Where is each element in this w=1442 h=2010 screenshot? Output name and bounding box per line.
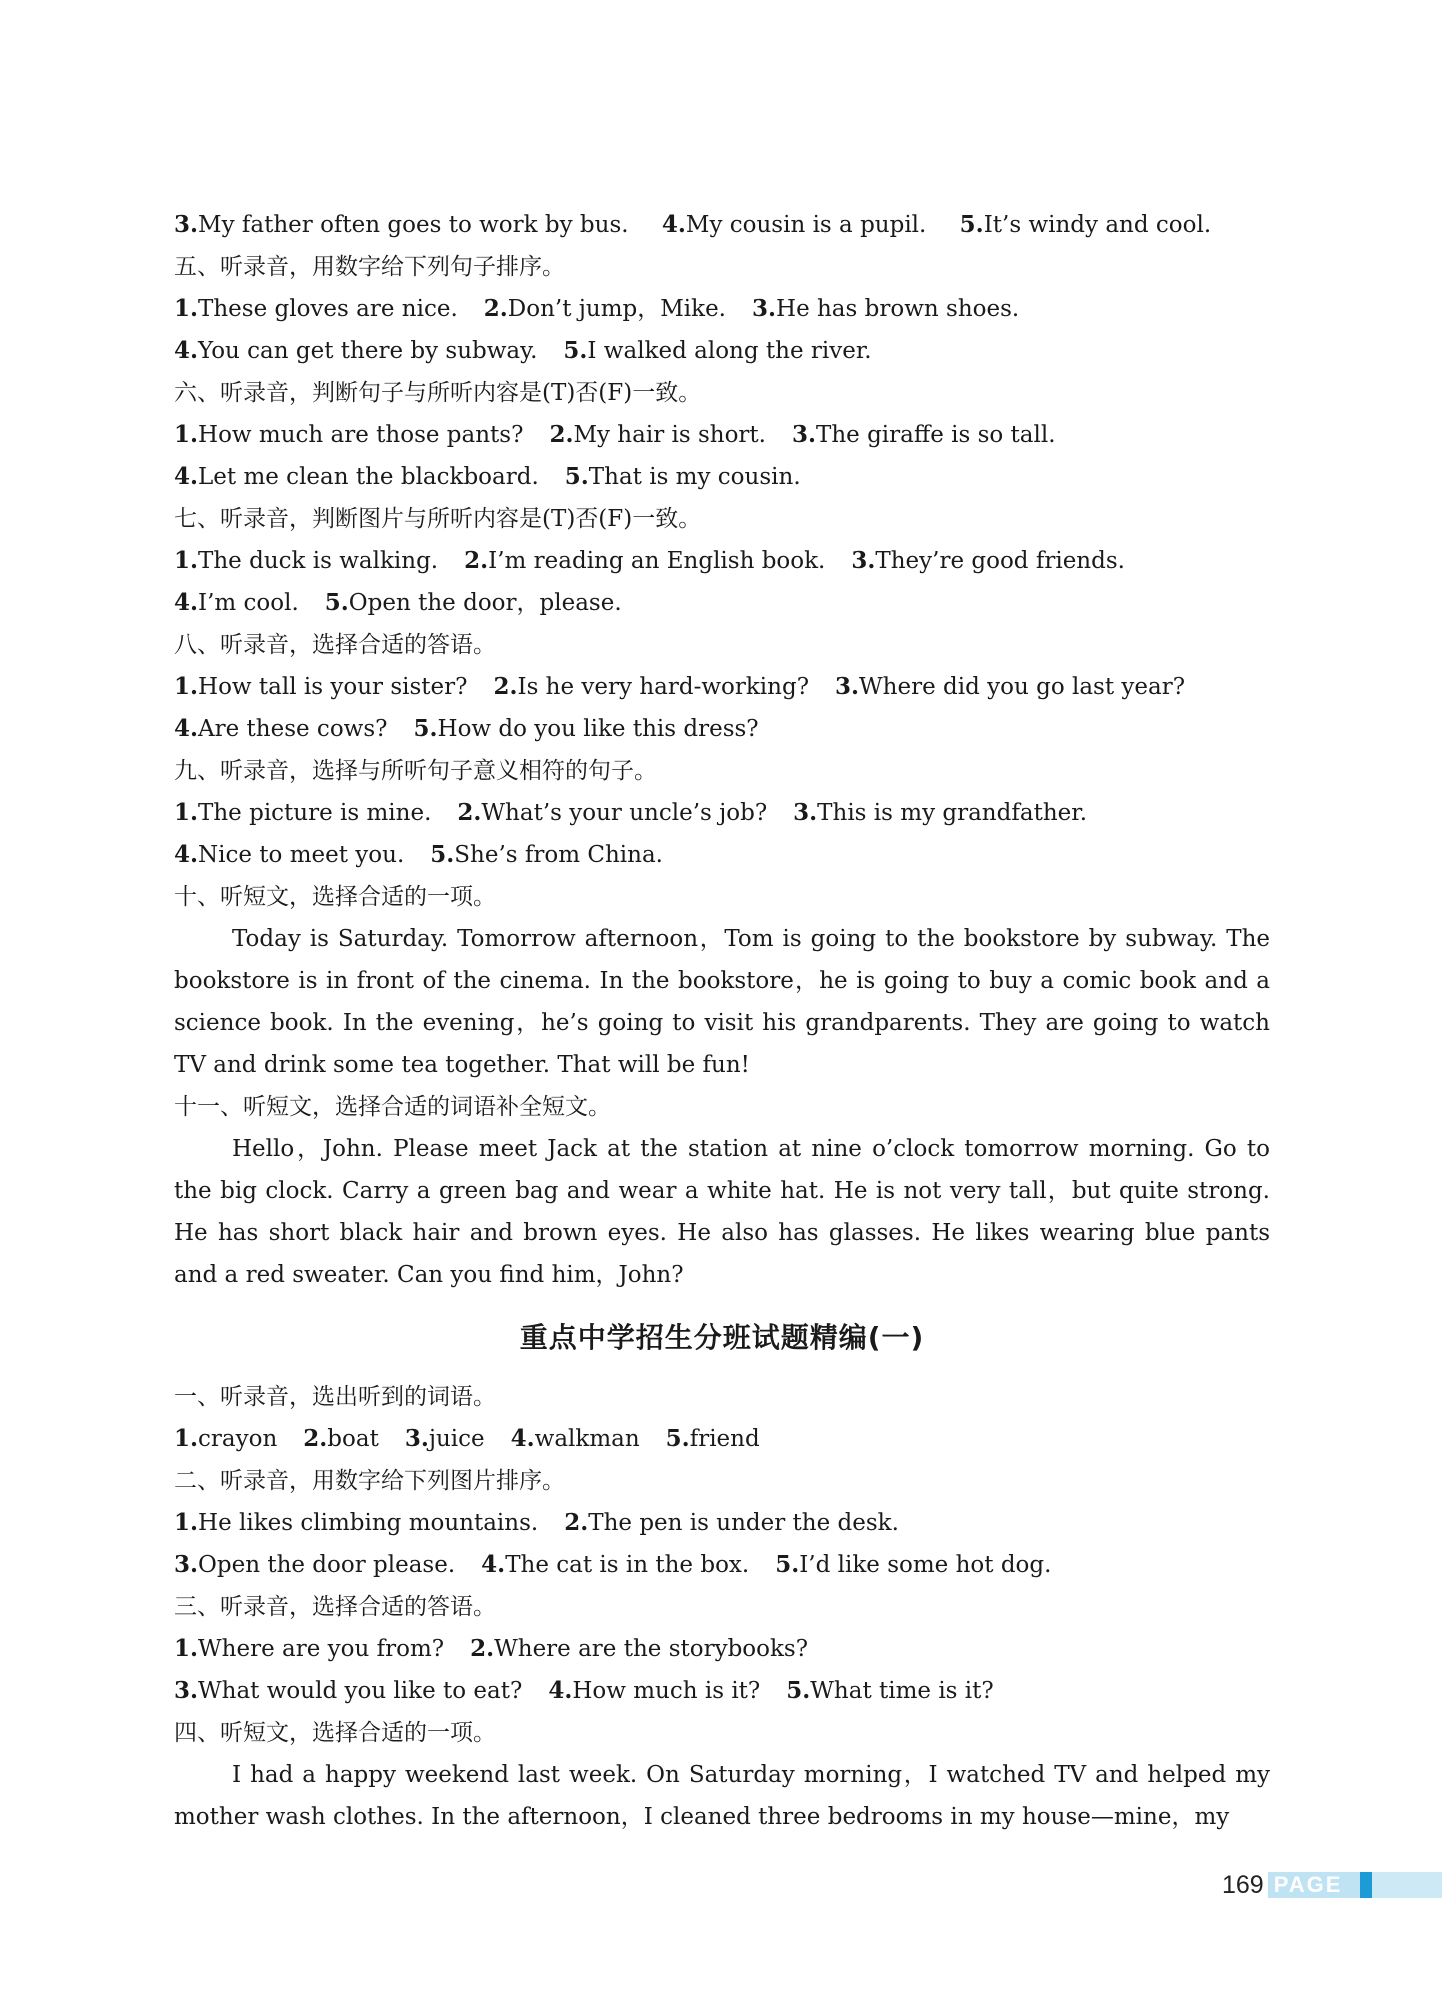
section-title: 六、听录音，判断句子与所听内容是(T)否(F)一致。 [174,380,702,406]
question-item [174,1670,522,1712]
question-number: 3. [793,799,818,826]
question-text: The pen is under the desk. [588,1510,899,1536]
question-text: How tall is your sister? [198,674,468,700]
question-number: 5. [564,463,589,490]
question-text: Open the door，please. [348,590,622,616]
question-text: Open the door please. [198,1552,456,1578]
question-text: He likes climbing mountains. [198,1510,539,1536]
question-number: 4. [174,463,199,490]
question-item [174,1502,538,1544]
sections-part-b [174,1376,1270,1712]
question-line [174,666,1270,708]
question-item [174,582,299,624]
question-text: How much is it? [572,1678,761,1704]
question-number: 5. [413,715,438,742]
question-number: 4. [481,1551,506,1578]
question-item [174,1544,455,1586]
question-item [405,1418,485,1460]
question-text: She’s from China. [454,842,663,868]
sections-part-a [174,246,1270,876]
question-number: 5. [324,589,349,616]
question-text: My father often goes to work by bus. [198,212,629,238]
question-line [174,330,1270,372]
question-line [174,204,1270,246]
question-item [414,708,759,750]
question-line [174,1628,1270,1670]
question-text: Where are you from? [198,1636,445,1662]
section-title: 二、听录音，用数字给下列图片排序。 [174,1468,565,1494]
section-title: 五、听录音，用数字给下列句子排序。 [174,254,565,280]
question-text: The giraffe is so tall. [816,422,1056,448]
question-text: boat [327,1426,379,1452]
question-line [174,708,1270,750]
question-text: How do you like this dress? [437,716,759,742]
question-line [174,834,1270,876]
question-item [174,204,629,246]
section-title: 三、听录音，选择合适的答语。 [174,1594,496,1620]
question-text: The cat is in the box. [505,1552,750,1578]
question-item [325,582,622,624]
section-title: 十一、听短文，选择合适的词语补全短文。 [174,1094,611,1120]
question-text: How much are those pants? [198,422,524,448]
question-number: 3. [791,421,816,448]
page-accent-bar [1360,1872,1372,1898]
question-line [174,414,1270,456]
question-text: The picture is mine. [198,800,432,826]
question-item [430,834,663,876]
question-number: 4. [174,589,199,616]
question-number: 4. [510,1425,535,1452]
question-item [174,540,438,582]
section-title: 十、听短文，选择合适的一项。 [174,884,496,910]
exam-title: 重点中学招生分班试题精编(一) [519,1321,925,1354]
question-text: The duck is walking. [198,548,439,574]
question-line [174,1502,1270,1544]
question-text: friend [689,1426,760,1452]
question-number: 1. [174,421,199,448]
question-item [835,666,1185,708]
question-number: 2. [493,673,518,700]
question-item [548,1670,760,1712]
question-line [174,1670,1270,1712]
question-item [174,792,431,834]
question-number: 4. [661,211,686,238]
question-item [666,1418,760,1460]
question-text: Where did you go last year? [859,674,1186,700]
question-item [303,1418,379,1460]
question-item [174,1418,277,1460]
question-text: Let me clean the blackboard. [198,464,539,490]
question-text: I walked along the river. [587,338,872,364]
question-text: Don’t jump，Mike. [507,296,726,322]
question-number: 5. [665,1425,690,1452]
question-line [174,792,1270,834]
question-number: 3. [404,1425,429,1452]
question-item [481,1544,749,1586]
question-item [511,1418,640,1460]
question-text: What would you like to eat? [198,1678,523,1704]
question-number: 4. [548,1677,573,1704]
section-title: 九、听录音，选择与所听句子意义相符的句子。 [174,758,657,784]
page-number: 169 [1222,1870,1264,1899]
question-number: 2. [470,1635,495,1662]
question-number: 3. [174,1677,199,1704]
page-footer [1222,1870,1442,1900]
question-text: I’m cool. [198,590,299,616]
question-number: 2. [564,1509,589,1536]
question-number: 4. [174,715,199,742]
question-item [470,1628,808,1670]
question-text: Nice to meet you. [198,842,405,868]
question-text: They’re good friends. [875,548,1125,574]
question-line [174,1418,1270,1460]
question-text: I’m reading an English book. [488,548,826,574]
passage-paragraph: I had a happy weekend last week. On Saturday morning，I watched TV and helped my mother wash clothes. In the afternoon，I cleaned three bedrooms in my house—mine，my [174,1762,1270,1830]
question-item [484,288,726,330]
question-item [174,708,388,750]
question-number: 3. [174,1551,199,1578]
question-item [493,666,809,708]
question-text: Are these cows? [198,716,388,742]
question-text: It’s windy and cool. [983,212,1212,238]
question-item [563,330,871,372]
question-number: 5. [959,211,984,238]
question-number: 5. [775,1551,800,1578]
section-title: 八、听录音，选择合适的答语。 [174,632,496,658]
question-text: I’d like some hot dog. [799,1552,1052,1578]
question-item [792,414,1056,456]
question-line [174,1544,1270,1586]
question-item [793,792,1087,834]
question-item [174,330,537,372]
question-text: walkman [534,1426,640,1452]
page-label: PAGE [1268,1872,1360,1898]
question-number: 1. [174,1509,199,1536]
question-item [174,834,404,876]
question-item [457,792,767,834]
question-number: 3. [835,673,860,700]
question-number: 2. [464,547,489,574]
question-item [662,204,926,246]
question-text: That is my cousin. [588,464,801,490]
question-number: 5. [786,1677,811,1704]
question-text: This is my grandfather. [817,800,1088,826]
question-number: 1. [174,673,199,700]
question-item [464,540,825,582]
question-item [174,1628,444,1670]
question-number: 5. [430,841,455,868]
question-item [174,456,539,498]
question-text: My cousin is a pupil. [685,212,927,238]
question-item [786,1670,993,1712]
section-title: 一、听录音，选出听到的词语。 [174,1384,496,1410]
question-number: 1. [174,1635,199,1662]
page-accent-strip [1372,1872,1442,1898]
question-line [174,540,1270,582]
question-text: juice [428,1426,485,1452]
question-number: 2. [483,295,508,322]
question-text: He has brown shoes. [776,296,1020,322]
section-title: 四、听短文，选择合适的一项。 [174,1720,496,1746]
question-number: 1. [174,1425,199,1452]
question-text: What’s your uncle’s job? [481,800,768,826]
question-item [174,288,458,330]
question-item [174,414,523,456]
question-number: 4. [174,337,199,364]
question-number: 5. [563,337,588,364]
passage-paragraph: Today is Saturday. Tomorrow afternoon，Tom is going to the bookstore by subway. The bookstore is in front of the cinema. In the bookstore，he is going to buy a comic book and a science book. In the evening，he’s going to visit his grandparents. They are going to watch TV and drink some tea together. That will be fun! [174,926,1270,1078]
question-text: My hair is short. [573,422,766,448]
question-text: crayon [198,1426,278,1452]
question-number: 3. [752,295,777,322]
question-number: 1. [174,799,199,826]
question-line [174,288,1270,330]
question-number: 2. [549,421,574,448]
question-item [564,1502,899,1544]
question-item [851,540,1125,582]
question-number: 4. [174,841,199,868]
question-number: 1. [174,547,199,574]
question-item [752,288,1019,330]
question-item [174,666,467,708]
question-line [174,456,1270,498]
question-item [775,1544,1051,1586]
question-number: 3. [851,547,876,574]
question-text: Is he very hard-working? [517,674,810,700]
question-item [565,456,801,498]
question-text: Where are the storybooks? [494,1636,809,1662]
question-number: 2. [457,799,482,826]
question-number: 1. [174,295,199,322]
question-text: These gloves are nice. [198,296,458,322]
passage-paragraph: Hello，John. Please meet Jack at the station at nine o’clock tomorrow morning. Go to the big clock. Carry a green bag and wear a white hat. He is not very tall，but quite strong. He has short black hair and brown eyes. He also has glasses. He likes wearing blue pants and a red sweater. Can you find him，John? [174,1136,1270,1288]
question-number: 3. [174,211,199,238]
question-number: 2. [303,1425,328,1452]
question-line [174,582,1270,624]
question-text: What time is it? [810,1678,994,1704]
question-item [960,204,1211,246]
question-text: You can get there by subway. [198,338,538,364]
page-content [174,204,1270,1838]
section-title: 七、听录音，判断图片与所听内容是(T)否(F)一致。 [174,506,702,532]
question-item [549,414,766,456]
